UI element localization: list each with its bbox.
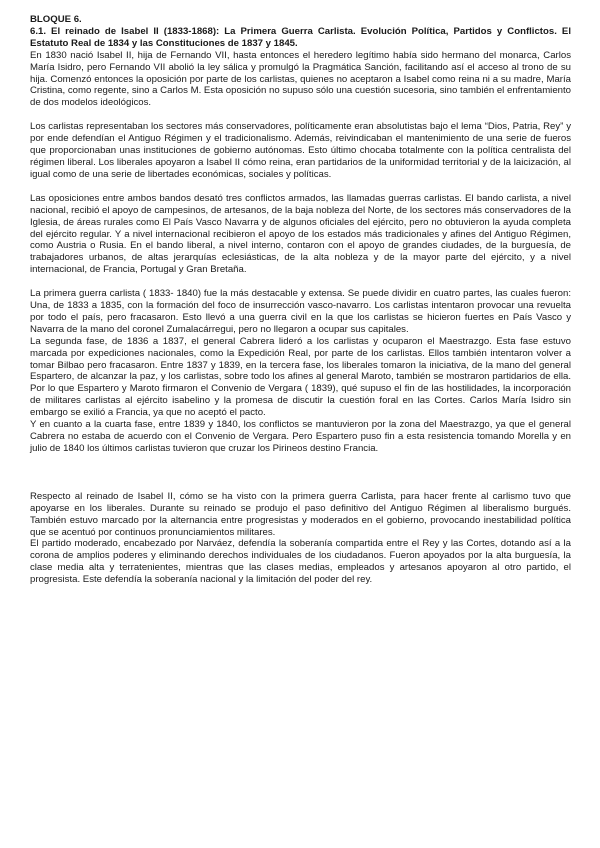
paragraph-gap: [30, 455, 571, 491]
block-label: BLOQUE 6.: [30, 14, 82, 25]
paragraph-first-war: La primera guerra carlista ( 1833- 1840) fue la más destacable y extensa. Se puede dividir en cuatro partes, las cuales fueron: Una, de 1833 a 1835, con la formación del foco de insurrección vasco-navarro. Los carlistas intentaron provocar una revuelta por todo el país, pero fracasaron. Esto llevó a una guerra civil en la que los carlistas se hicieron fuertes en País Vasco y Navarra de la mano del coronel Zumalacárregui, pero no llegaron a ocupar sus capitales.: [30, 288, 571, 335]
paragraph-succession: En 1830 nació Isabel II, hija de Fernando VII, hasta entonces el heredero legítimo había sido hermano del monarca, Carlos María Isidro, pero Fernando VII abolió la ley sálica y promulgó la Pragmática Sanción, facilitando así el acceso al trono de su hija. Comenzó entonces la oposición por parte de los carlistas, quienes no aceptaron a Isabel como reina ni a su madre, María Cristina, como regente, sino a Carlos M. Esta oposición no supuso sólo una cuestión sucesoria, sino también el enfrentamiento de dos modelos ideológicos.: [30, 49, 571, 109]
paragraph-gap: [30, 276, 571, 288]
document-page: [30, 14, 571, 586]
paragraph-reign: Respecto al reinado de Isabel II, cómo se ha visto con la primera guerra Carlista, para hacer frente al carlismo tuvo que apoyarse en los liberales. Durante su reinado se produjo el paso definitivo del Antiguo Régimen al liberalismo burgués. También estuvo marcado por la alternancia entre progresistas y moderados en el gobierno, provocando inestabilidad política que se acentuó por continuos pronunciamientos militares.: [30, 490, 571, 538]
paragraph-sides: Las oposiciones entre ambos bandos desató tres conflictos armados, las llamadas guerras carlistas. El bando carlista, a nivel nacional, recibió el apoyo de campesinos, de artesanos, de la baja nobleza del Norte, de los sectores más conservadores de la Iglesia, de áreas rurales como El País Vasco Navarra y de algunos oficiales del ejército, pero no obtuvieron la ayuda completa del ejército regular. Y a nivel internacional recibieron el apoyo de los estados más tradicionales y afines del Antiguo Régimen, como Austria o Rusia. En el bando liberal, a nivel interno, contaron con el apoyo de grandes ciudades, de la burguesía, de trabajadores urbanos, de altas jerarquías eclesiásticas, de la alta nobleza y de la mayor parte del ejército, y a nivel internacional, de Francia, Portugal y Gran Bretaña.: [30, 192, 571, 276]
paragraph-gap: [30, 109, 571, 121]
paragraph-gap: [30, 181, 571, 193]
section-heading: 6.1. El reinado de Isabel II (1833-1868): La Primera Guerra Carlista. Evolución Política, Partidos y Conflictos. El Estatuto Real de 1834 y las Constituciones de 1837 y 1845.: [30, 25, 571, 49]
paragraph-carlists: Los carlistas representaban los sectores más conservadores, políticamente eran absolutistas bajo el lema “Dios, Patria, Rey” y por ende defendían el Antiguo Régimen y el tradicionalismo. Además, reivindicaban el mantenimiento de una serie de fueros que proporcionaban unas instituciones de gobierno autónomas. Esto último chocaba totalmente con la política centralista del régimen liberal. Los liberales apoyaron a Isabel II cómo reina, eran partidarios de la uniformidad territorial y de la laicización, al igual como de una serie de libertades económicas, sociales y políticas.: [30, 121, 571, 180]
paragraph-second-phase: La segunda fase, de 1836 a 1837, el general Cabrera lideró a los carlistas y ocuparon el Maestrazgo. Esta fase estuvo marcada por expediciones nacionales, como la Expedición Real, por parte de los carlistas. Ellos también intentaron volver a tomar Bilbao pero fracasaron. Entre 1837 y 1839, en la tercera fase, los liberales tomaron la iniciativa, de la mano del general Espartero, de alcanzar la paz, y los carlistas, sobre todo los afines al general Maroto, también se mostraron partidarios de ella. Por lo que Espartero y Maroto firmaron el Convenio de Vergara ( 1839), qué supuso el fin de las hostilidades, la incorporación de militares carlistas al ejército isabelino y la promesa de discutir la cuestión foral en las Cortes. Carlos María Isidro sin embargo se exilió a Francia, ya que no aceptó el pacto.: [30, 335, 571, 419]
paragraph-fourth-phase: Y en cuanto a la cuarta fase, entre 1839 y 1840, los conflictos se mantuvieron por la zona del Maestrazgo, ya que el general Cabrera no estaba de acuerdo con el Convenio de Vergara. Pero Espartero puso fin a esta resistencia tomando Morella y en julio de 1840 los últimos carlistas tuvieron que cruzar los Pirineos destino Francia.: [30, 419, 571, 454]
paragraph-moderate-party: El partido moderado, encabezado por Narváez, defendía la soberanía compartida entre el Rey y las Cortes, dotando así a la corona de amplios poderes y eliminando derechos individuales de los ciudadanos. Fueron apoyados por la alta burguesía, la clase media alta y terratenientes, mientras que las clases medias, empleados y artesanos apoyaron al otro partido, el progresista. Este defendía la soberanía nacional y la limitación del poder del rey.: [30, 538, 571, 586]
